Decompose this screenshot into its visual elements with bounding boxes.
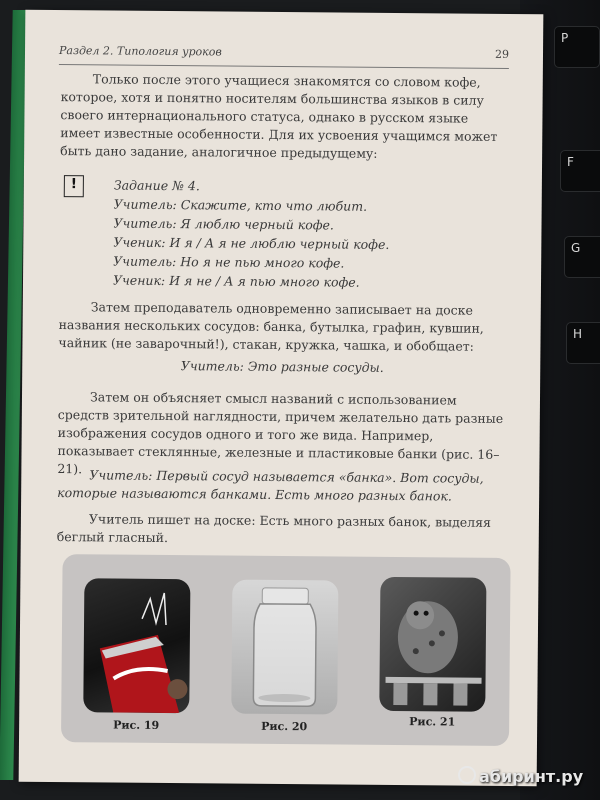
figure-caption-19: Рис. 19 bbox=[113, 718, 160, 732]
exclamation-icon: ! bbox=[64, 175, 84, 197]
paragraph-intro: Только после этого учащиеся знакомятся со словом кофе, которое, хотя и понятно носителям большинства языков в силу своего интернационального статуса, однако в русском языке имеет известные особенности. Для их усвоения учащимся может быть дано задание, аналогичное предыдущему: bbox=[60, 71, 498, 161]
key-label: P bbox=[561, 31, 569, 45]
task-block bbox=[63, 175, 504, 293]
book-page bbox=[19, 10, 544, 786]
teacher-quote-vessels: Учитель: Это разные сосуды. bbox=[180, 358, 384, 375]
keyboard-key bbox=[564, 236, 600, 278]
keyboard-key bbox=[560, 150, 600, 192]
paragraph-board: Учитель пишет на доске: Есть много разных банок, выделяя беглый гласный. bbox=[56, 511, 492, 546]
figure-caption-20: Рис. 20 bbox=[261, 719, 308, 734]
figure-panel bbox=[61, 554, 511, 746]
key-label: G bbox=[571, 241, 581, 255]
task-line: Ученик: И я / А я не люблю черный кофе. bbox=[113, 234, 390, 252]
key-label: F bbox=[567, 155, 574, 169]
keyboard-key bbox=[566, 322, 600, 364]
photo-cat-with-cans bbox=[379, 577, 486, 712]
photo-glass-jar bbox=[231, 580, 338, 715]
task-line: Учитель: Но я не пью много кофе. bbox=[113, 253, 345, 271]
figure-caption-21: Рис. 21 bbox=[409, 715, 456, 729]
teacher-quote-cans: Учитель: Первый сосуд называется «банка». Вот сосуды, которые называются банками. Есть много разных банок. bbox=[57, 467, 484, 504]
watermark-logo-icon bbox=[458, 766, 476, 784]
photo-cola-can bbox=[83, 578, 190, 713]
page-number: 29 bbox=[494, 47, 510, 61]
task-title: Задание № 4. bbox=[113, 177, 200, 194]
keyboard-key bbox=[554, 26, 600, 68]
task-line: Учитель: Я люблю черный кофе. bbox=[113, 215, 334, 233]
header-rule bbox=[59, 64, 509, 69]
task-line: Учитель: Скажите, кто что любит. bbox=[113, 196, 368, 214]
section-title: Раздел 2. Типология уроков bbox=[58, 44, 222, 59]
task-lines bbox=[113, 176, 504, 293]
watermark-text: абиринт.ру bbox=[479, 767, 584, 786]
watermark bbox=[458, 766, 583, 786]
paragraph-visual-aids: Затем он объясняет смысл названий с использованием средств зрительной наглядности, причем желательно дать разные изображения сосудов одного и того же вида. Например, показывает стеклянные, железные и пластиковые банки (рис. 16–21). bbox=[57, 389, 504, 477]
key-label: H bbox=[573, 327, 583, 341]
task-line: Ученик: И я не / А я пью много кофе. bbox=[112, 272, 360, 290]
paragraph-vessels: Затем преподаватель одновременно записывает на доске названия нескольких сосудов: банка, бутылка, графин, кувшин, чайник (не заварочный!), стакан, кружка, чашка, и обобщает: bbox=[58, 299, 484, 354]
running-header bbox=[59, 44, 509, 61]
